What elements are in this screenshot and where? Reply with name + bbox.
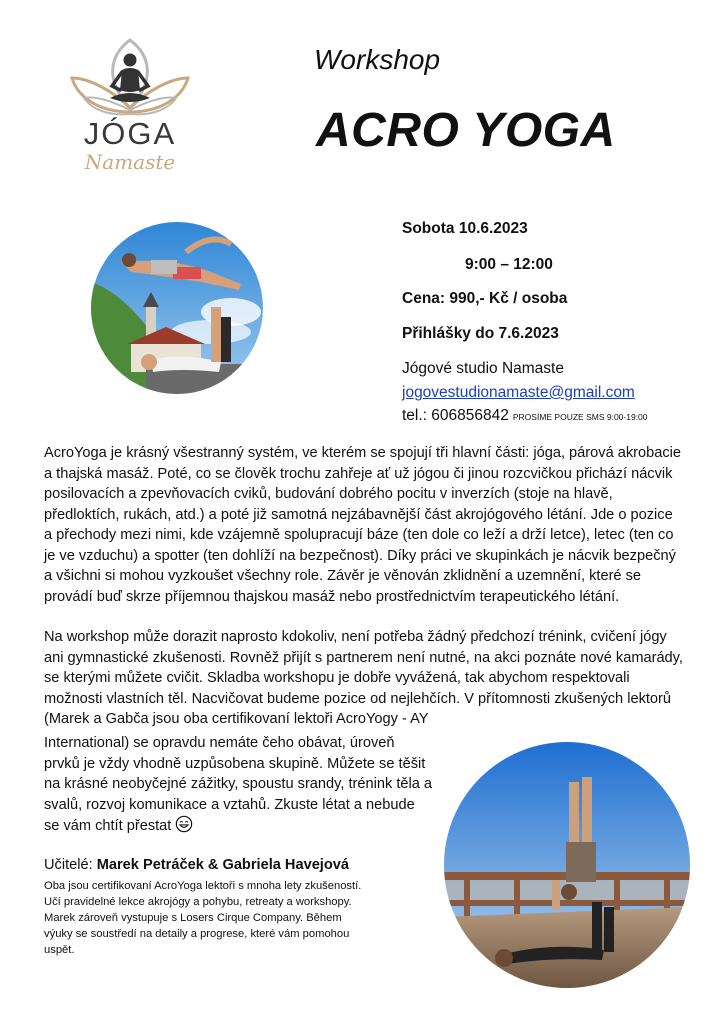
teachers-bio-line: Marek zároveň vystupuje s Losers Cirque Company. Během [44, 912, 342, 924]
teachers-bio-line: výuky se soustředí na detaily a progrese, které vám pomohou [44, 928, 350, 940]
phone-row [402, 407, 648, 425]
acroyoga-photo-deck [444, 742, 690, 988]
event-date: Sobota 10.6.2023 [402, 220, 528, 237]
description-paragraph-2: Na workshop může dorazit naprosto kdokoliv, není potřeba žádný předchozí trénink, cvičení jógy ani gymnastické zkušenosti. Rovněž přijít s partnerem není nutné, na akci poznáte nové kamarády, se kterými můžete cvičit. Skladba workshopu je dobře vyvážená, tak abychom respektovali možnosti vlastních těl. Nacvičovat budeme pozice od nejlehčích. V přítomnosti zkušených lektorů (Marek a Gabča jsou oba certifikovaní lektoři AcroYogy - AY [44, 629, 683, 727]
paragraph-3-text: International) se opravdu nemáte čeho obávat, úroveň prvků je vždy vhodně uzpůsobena skupině. Můžete se těšit na krásné neobyčejné zážitky, spoustu srandy, trénink těla a svalů, rozvoj komunikace a vztahů. Zkuste létat a nebude se vám chtít přestat [44, 735, 433, 834]
teachers-label: Učitelé: [44, 857, 97, 873]
description-paragraph-3 [44, 733, 434, 837]
teachers-line [44, 857, 349, 873]
sms-note: PROSÍME POUZE SMS 9:00-19:00 [512, 412, 648, 422]
teachers-bio-line: uspět. [44, 944, 75, 956]
event-time: 9:00 – 12:00 [465, 256, 553, 273]
description-paragraph-1: AcroYoga je krásný všestranný systém, ve kterém se spojují tři hlavní části: jóga, párová akrobacie a thajská masáž. Poté, co se člověk trochu zahřeje ať už jógou či jinou rozcvičkou přichází nácvik posilovacích a zpevňovacích cviků, budování dobrého pocitu v inverzích (stoje na hlavě, předloktích, rukách, atd.) a poté již samotná nejzábavnější část akrojógového létání. Jde o pozice a přechody mezi nimi, kde vzájemně spolupracují báze (ten dole co leží a drží letce), letec (ten co je ve vzduchu) a spotter (ten dohlíží na bezpečnost). Díky práci ve skupinkách je nácvik bezpečný a všichni si mohou vyzkoušet všechny role. Závěr je věnován zklidnění a uzemnění, které se provádí buď skrze příjemnou thajskou masáž nebo prostřednictvím terapeutického létání. [44, 445, 682, 605]
registration-deadline: Přihlášky do 7.6.2023 [402, 325, 559, 342]
teachers-bio-line: Oba jsou certifikovaní AcroYoga lektoři s mnoha lety zkušeností. [44, 880, 362, 892]
studio-name: Jógové studio Namaste [402, 360, 564, 377]
event-price: Cena: 990,- Kč / osoba [402, 290, 568, 307]
teachers-bio [44, 878, 439, 958]
phone-number: tel.: 606856842 [402, 407, 509, 424]
acroyoga-photo-outdoor [91, 222, 263, 394]
logo-script-text: Namaste [84, 150, 176, 174]
contact-email-link[interactable]: jogovestudionamaste@gmail.com [402, 384, 635, 401]
teachers-names: Marek Petráček & Gabriela Havejová [96, 857, 350, 873]
workshop-subtitle: Workshop [314, 44, 441, 75]
grinning-face-icon [175, 815, 193, 833]
page-title: ACRO YOGA [316, 104, 616, 157]
teachers-bio-line: Učí pravidelné lekce akrojógy a pohybu, retreaty a workshopy. [44, 896, 352, 908]
logo-wordmark: JÓGA [83, 116, 177, 151]
